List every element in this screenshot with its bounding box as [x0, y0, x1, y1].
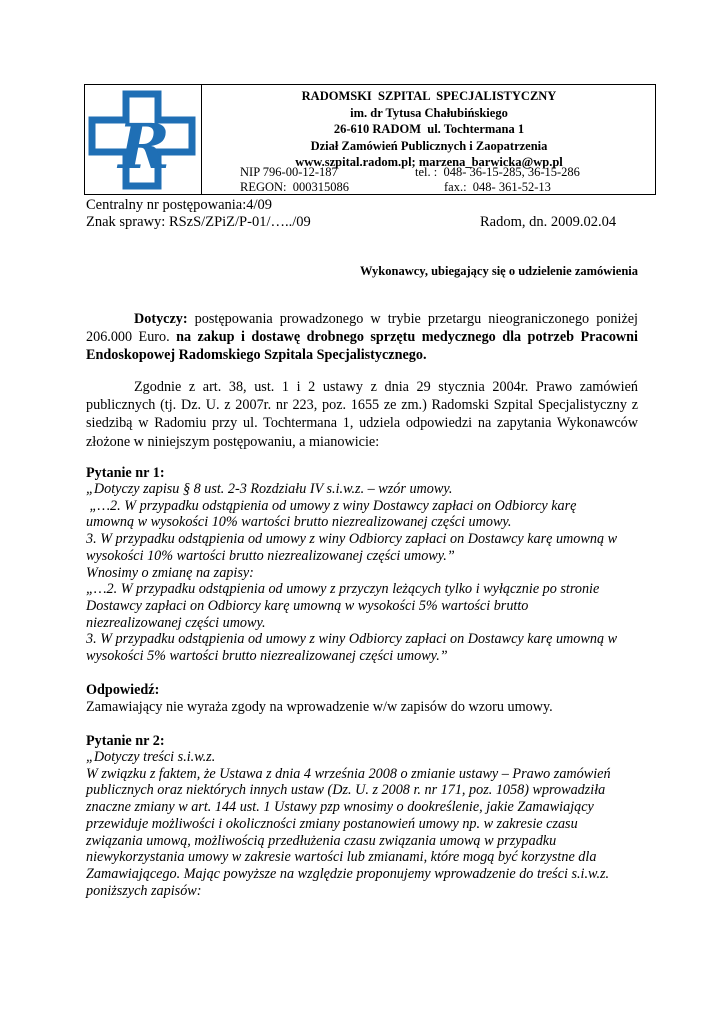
- q1-line: „…2. W przypadku odstąpienia od umowy z przyczyn leżących tylko i wyłącznie po stronie: [86, 581, 600, 598]
- fax: fax.: 048- 361-52-13: [444, 180, 551, 194]
- q1-line: „Dotyczy zapisu § 8 ust. 2-3 Rozdziału IV s.i.w.z. – wzór umowy.: [86, 481, 453, 497]
- cross-r-logo-icon: [88, 90, 196, 190]
- q2-line: znaczne zmiany w art. 144 ust. 1 Ustawy pzp wnosimy o dookreślenie, jakie Zamawiający: [86, 799, 594, 816]
- q1-line: wysokości 5% wartości brutto niezrealizowanej części umowy.”: [86, 648, 448, 665]
- q1-line: 3. W przypadku odstąpienia od umowy z winy Odbiorcy zapłaci on Dostawcy karę umowną w: [86, 531, 618, 548]
- answer-1-text: Zamawiający nie wyraża zgody na wprowadzenie w/w zapisów do wzoru umowy.: [86, 699, 553, 715]
- answer-1-heading: Odpowiedź:: [86, 682, 160, 698]
- org-name: RADOMSKI SZPITAL SPECJALISTYCZNY: [301, 89, 557, 103]
- svg-text:R: R: [118, 110, 170, 183]
- org-address: 26-610 RADOM ul. Tochtermana 1: [333, 122, 525, 136]
- regon: REGON: 000315086: [240, 180, 350, 194]
- header-divider: [201, 85, 202, 194]
- q1-line: Dostawcy zapłaci on Odbiorcy karę umowną w wysokości 5% wartości brutto: [86, 597, 529, 614]
- subject-paragraph: [86, 310, 638, 365]
- q1-line: 3. W przypadku odstąpienia od umowy z winy Odbiorcy zapłaci on Dostawcy karę umowną w: [86, 631, 618, 648]
- q2-line: W związku z faktem, że Ustawa z dnia 4 września 2008 o zmianie ustawy – Prawo zamówień: [86, 765, 611, 782]
- question-2-heading: Pytanie nr 2:: [86, 733, 165, 749]
- q2-line: Zamawiającego. Mając powyższe na względzie proponujemy wprowadzenie do treści s.i.w.z.: [86, 865, 610, 882]
- q2-line: publicznych oraz niektórych innych ustaw (Dz. U. z 2008 r. nr 171, poz. 1058) wprowadziła: [86, 782, 606, 799]
- place-date: Radom, dn. 2009.02.04: [480, 214, 617, 230]
- subject-label: Dotyczy:: [134, 311, 188, 327]
- question-1-body: [86, 481, 638, 665]
- nip: NIP 796-00-12-187: [240, 165, 338, 179]
- q1-line: „…2. W przypadku odstąpienia od umowy z winy Dostawcy zapłaci on Odbiorcy karę: [86, 497, 577, 514]
- addressee: Wykonawcy, ubiegający się o udzielenie zamówienia: [360, 264, 638, 278]
- q2-line: przewiduje możliwości i okoliczności zmiany postanowień umowy np. w zakresie czasu: [86, 815, 578, 832]
- org-patron: im. dr Tytusa Chałubińskiego: [350, 105, 508, 120]
- q1-line: Wnosimy o zmianę na zapisy:: [86, 564, 254, 581]
- org-department: Dział Zamówień Publicznych i Zaopatrzenia: [310, 138, 548, 153]
- telephone: tel. : 048- 36-15-285, 36-15-286: [415, 165, 580, 179]
- question-2-body: [86, 749, 638, 899]
- q1-line: niezrealizowanej części umowy.: [86, 614, 266, 631]
- letterhead: [84, 84, 656, 195]
- question-1-heading: Pytanie nr 1:: [86, 465, 165, 481]
- q2-line: niewykorzystania umowy w zakresie wartości lub zmianami, które mogą być korzystne dla: [86, 849, 597, 866]
- subject-text: postępowania prowadzonego w trybie przetargu nieograniczonego poniżej 206.000 Euro.: [86, 311, 638, 346]
- q2-line: „Dotyczy treści s.i.w.z.: [86, 749, 216, 765]
- q2-line: poniższych zapisów:: [86, 882, 202, 899]
- org-web-email: www.szpital.radom.pl; marzena_barwicka@wp.pl: [295, 155, 563, 169]
- q2-line: związania umową, możliwością przedłużenia czasu związania umową w przypadku: [86, 832, 557, 849]
- hospital-logo: [88, 90, 196, 195]
- case-number: Centralny nr postępowania:4/09: [86, 197, 273, 213]
- intro-paragraph: Zgodnie z art. 38, ust. 1 i 2 ustawy z dnia 29 stycznia 2004r. Prawo zamówień publicznych (tj. Dz. U. z 2007r. nr 223, poz. 1655 ze zm.) Radomski Szpital Specjalistyczny z siedzibą w Radomiu przy ul. Tochtermana 1, udziela odpowiedzi na zapytania Wykonawców złożone w niniejszym postępowaniu, a mianowicie:: [86, 379, 638, 450]
- q1-line: umowną w wysokości 10% wartości brutto niezrealizowanej części umowy.: [86, 514, 512, 531]
- subject-object: na zakup i dostawę drobnego sprzętu medycznego dla potrzeb Pracowni Endoskopowej Radomskiego Szpitala Specjalistycznego.: [86, 329, 638, 364]
- reference-number: Znak sprawy: RSzS/ZPiZ/P-01/…../09: [86, 214, 311, 230]
- q1-line: wysokości 10% wartości brutto niezrealizowanej części umowy.”: [86, 547, 455, 564]
- org-details: [203, 88, 655, 171]
